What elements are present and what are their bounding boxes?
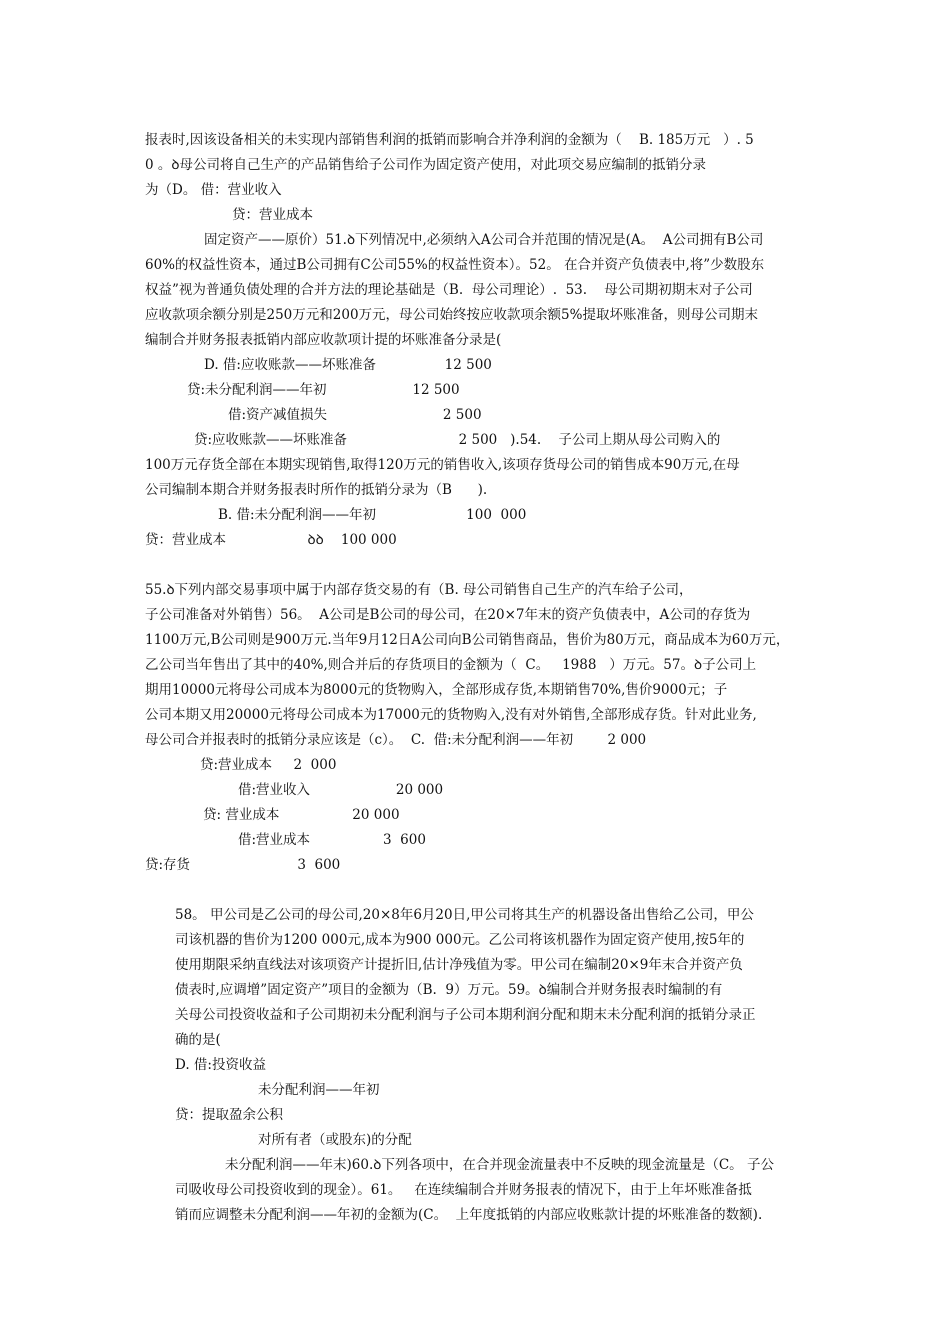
text-line: 母公司合并报表时的抵销分录应该是（c）。 C. 借:未分配利润——年初 2 000 [145,732,647,748]
text-line: 编制合并财务报表抵销内部应收款项计提的坏账准备分录是( [145,332,502,348]
text-line: 58。 甲公司是乙公司的母公司,20×8年6月20日,甲公司将其生产的机器设备出售给乙公司，甲公 [175,907,754,923]
text-line: 0 。ꝺ母公司将自己生产的产品销售给子公司作为固定资产使用，对此项交易应编制的抵销分录 [145,157,706,173]
text-line: 固定资产——原价）51.ꝺ下列情况中,必须纳入A公司合并范围的情况是(A。 A公司拥有B公司 [204,232,764,248]
text-line: B. 借:未分配利润——年初 100 000 [218,507,527,523]
text-line: 为（D。 借：营业收入 [145,182,282,198]
text-line: 销而应调整未分配利润——年初的金额为(C。 上年度抵销的内部应收账款计提的坏账准备的数额). [175,1207,763,1223]
text-line: D. 借:投资收益 [175,1057,266,1073]
text-line: 使用期限采纳直线法对该项资产计提折旧,估计净残值为零。甲公司在编制20×9年末合并资产负 [175,957,743,973]
text-line: 债表时,应调增”固定资产”项目的金额为（B. 9）万元。59。ꝺ编制合并财务报表时编制的有 [175,982,723,998]
text-line: 贷:存货 3 600 [145,857,341,873]
text-line: 期用10000元将母公司成本为8000元的货物购入，全部形成存货,本期销售70%,售价9000元；子 [145,682,728,698]
text-line: 未分配利润——年末)60.ꝺ下列各项中，在合并现金流量表中不反映的现金流量是（C。 子公 [225,1157,774,1173]
text-line: 60%的权益性资本，通过B公司拥有C公司55%的权益性资本）。52。 在合并资产负债表中,将”少数股东 [145,257,765,273]
text-line: 55.ꝺ下列内部交易事项中属于内部存货交易的有（B. 母公司销售自己生产的汽车给子公司， [145,582,693,598]
text-line: 报表时,因该设备相关的未实现内部销售利润的抵销而影响合并净利润的金额为（ B. 185万元 ）. 5 [145,132,754,148]
text-line: 贷: 营业成本 20 000 [203,807,400,823]
text-line: 借:营业成本 3 600 [238,832,426,848]
text-line: 贷:未分配利润——年初 12 500 [187,382,460,398]
text-line: 借:资产减值损失 2 500 [228,407,482,423]
text-line: 贷:营业成本 2 000 [200,757,337,773]
text-line: 应收款项余额分别是250万元和200万元，母公司始终按应收款项余额5%提取坏账准备，则母公司期末 [145,307,758,323]
text-line: 子公司准备对外销售）56。 A公司是B公司的母公司，在20×7年末的资产负债表中，A公司的存货为 [145,607,751,623]
text-line: 乙公司当年售出了其中的40%,则合并后的存货项目的金额为（ C。 1988 ）万元。57。ꝺ子公司上 [145,657,757,673]
text-line: 贷：提取盈余公积 [175,1107,283,1123]
text-line: 100万元存货全部在本期实现销售,取得120万元的销售收入,该项存货母公司的销售成本90万元,在母 [145,457,740,473]
text-line: 贷:应收账款——坏账准备 2 500 ).54. 子公司上期从母公司购入的 [194,432,721,448]
text-line: 司吸收母公司投资收到的现金）。61。 在连续编制合并财务报表的情况下，由于上年坏账准备抵 [175,1182,752,1198]
text-line: 对所有者（或股东)的分配 [258,1132,412,1148]
text-line: 公司编制本期合并财务报表时所作的抵销分录为（B ). [145,482,488,498]
text-line: 权益”视为普通负债处理的合并方法的理论基础是（B. 母公司理论）. 53. 母公司期初期末对子公司 [145,282,753,298]
text-line: 1100万元,B公司则是900万元.当年9月12日A公司向B公司销售商品，售价为80万元，商品成本为60万元， [145,632,790,648]
text-line: 公司本期又用20000元将母公司成本为17000元的货物购入,没有对外销售,全部形成存货。针对此业务, [145,707,757,723]
text-line: 借:营业收入 20 000 [238,782,444,798]
text-line: 贷：营业成本 ꝺꝺ 100 000 [145,532,397,548]
text-line: 贷：营业成本 [232,207,313,223]
text-line: 确的是( [175,1032,221,1048]
text-line: D. 借:应收账款——坏账准备 12 500 [204,357,492,373]
text-line: 未分配利润——年初 [258,1082,380,1098]
text-line: 司该机器的售价为1200 000元,成本为900 000元。乙公司将该机器作为固定资产使用,按5年的 [175,932,745,948]
text-line: 关母公司投资收益和子公司期初未分配利润与子公司本期利润分配和期末未分配利润的抵销分录正 [175,1007,756,1023]
